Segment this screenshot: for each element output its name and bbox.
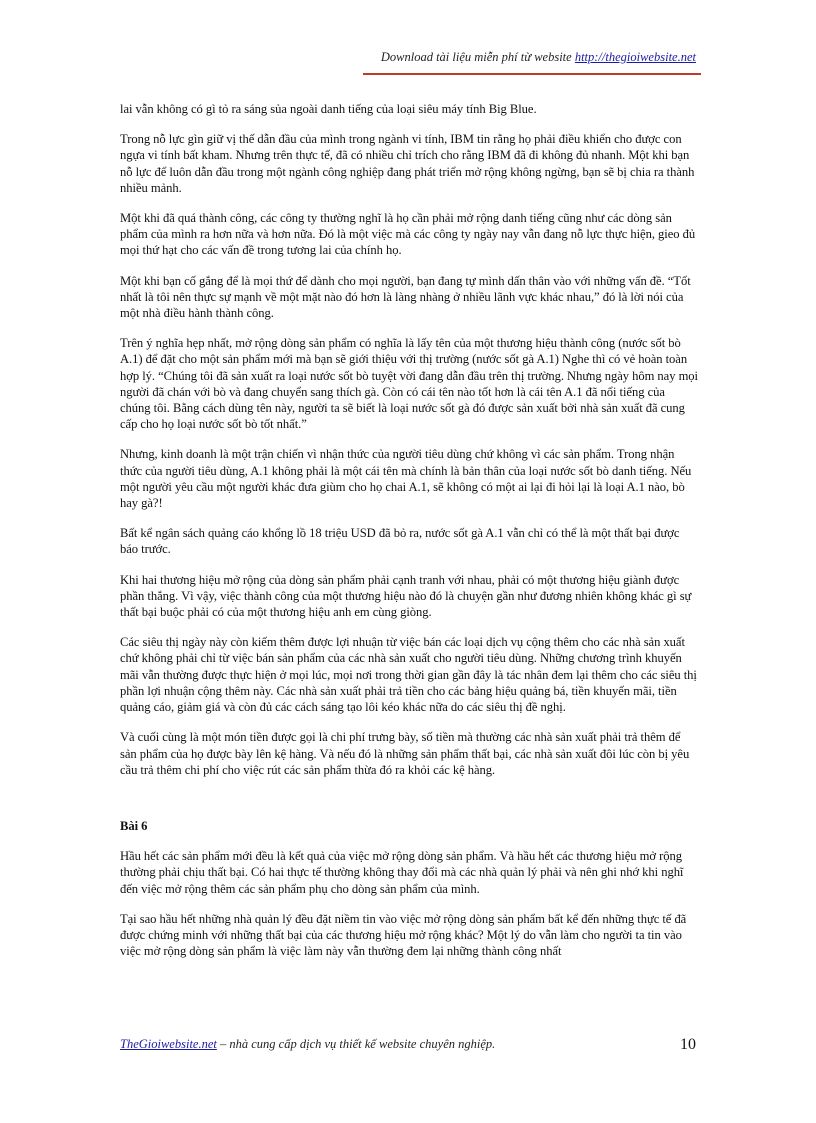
paragraph: Một khi đã quá thành công, các công ty thường nghĩ là họ cần phải mở rộng danh tiếng cũng như các dòng sản phẩm của mình ra hơn nữa và hơn nữa. Đó là một việc mà các công ty ngày nay vẫn đang nỗ lực thực hiện, gieo đủ mọi thứ hạt cho các vấn đề trong tương lai của chính họ. [120,211,696,258]
paragraph: lai vẫn không có gì tỏ ra sáng sủa ngoài danh tiếng của loại siêu máy tính Big Blue. [120,102,537,116]
paragraph: Một khi bạn cố gắng để là mọi thứ để dành cho mọi người, bạn đang tự mình dấn thân vào với những vấn đề. “Tốt nhất là tôi nên thực sự mạnh về một mặt nào đó hơn là làng nhàng ở nhiều lãnh vực khác nhau,” đó là lời nói của một nhà điều hành thành công. [120,273,691,321]
paragraph: Khi hai thương hiệu mở rộng của dòng sản phẩm phải cạnh tranh với nhau, phải có một thương hiệu giành được phần thắng. Vì vậy, việc thành công của một thương hiệu nào đó là chuyện gần như đương nhiên không khác gì sự thất bại buộc phải có của một thương hiệu anh em cùng giòng. [120,572,692,620]
header-prefix: Download tài liệu miễn phí từ website [380,50,575,64]
section-heading: Bài 6 [120,818,148,833]
paragraph: Bất kể ngân sách quảng cáo khổng lồ 18 triệu USD đã bỏ ra, nước sốt gà A.1 vẫn chỉ có thể là một thất bại được báo trước. [120,526,680,557]
paragraph: Trên ý nghĩa hẹp nhất, mở rộng dòng sản phẩm có nghĩa là lấy tên của một thương hiệu thành công (nước sốt bò A.1) để đặt cho một sản phẩm mới mà bạn sẽ giới thiệu với thị trường (nước sốt gà A.1) Nghe thì có vẻ hoàn toàn hợp lý. “Chúng tôi đã sản xuất ra loại nước sốt bò tuyệt vời đang dẫn đầu trên thị trường. Nhưng ngày hôm nay mọi người đã chán với bò và đang chuyển sang thích gà. Còn có cái tên nào tốt hơn là cái tên A.1 đã nổi tiếng của chúng tôi. Bằng cách dùng tên này, người ta sẽ biết là loại nước sốt gà đó được sản xuất bởi nhà sản xuất đã cung cấp cho họ loại nước sốt bò tốt nhất.” [120,336,699,432]
page-footer [120,1037,698,1052]
page-header [381,50,696,65]
header-link[interactable]: http://thegioiwebsite.net [574,50,696,64]
paragraph: Các siêu thị ngày này còn kiếm thêm được lợi nhuận từ việc bán các loại dịch vụ cộng thêm cho các nhà sản xuất chứ không phải chỉ từ việc bán sản phẩm của các nhà sản xuất cho người tiêu dùng. Những chương trình khuyến mãi vẫn thường được thực hiện ở mọi lúc, mọi nơi trong thời gian gần đây là tác nhân đem lại thêm cho các siêu thị phần lợi nhuận cộng thêm này. Các nhà sản xuất phải trả tiền cho các bảng hiệu quảng bá, tiền khuyến mãi, tiền quảng cáo, giảm giá và còn đủ các cách sáng tạo lôi kéo khác nữa do các siêu thị đề nghị. [120,635,697,715]
paragraph: Trong nỗ lực gìn giữ vị thế dẫn đầu của mình trong ngành vi tính, IBM tin rằng họ phải điều khiển cho được con ngựa vi tính bất kham. Nhưng trên thực tế, đã có nhiều chỉ trích cho rằng IBM đã đi không đủ nhanh. Một khi bạn nỗ lực để luôn dẫn đầu trong một ngành công nghiệp đang phát triển mở rộng không ngừng, bạn sẽ bị chia ra thành nhiều mảnh. [120,132,695,195]
footer-link[interactable]: TheGioiwebsite.net [120,1037,217,1051]
paragraph: Nhưng, kinh doanh là một trận chiến vì nhận thức của người tiêu dùng chứ không vì các sản phẩm. Trong nhận thức của người tiêu dùng, A.1 không phải là một cái tên mà chính là bản thân của loại nước sốt bò danh tiếng. Nếu một người yêu cầu một người khác đưa giùm cho họ chai A.1, sẽ không có một ai lại đi hỏi lại là loại A.1 nào, bò hay gà?! [120,447,692,511]
page-number: 10 [680,1036,696,1053]
paragraph: Tại sao hầu hết những nhà quản lý đều đặt niềm tin vào việc mở rộng dòng sản phẩm bất kể đến những thực tế đã được chứng minh với những thất bại của các thương hiệu mở rộng khác? Một lý do vẫn làm cho người ta tin vào việc mở rộng dòng sản phẩm là việc làm này vẫn thường đem lại những thành công nhất [120,911,687,959]
document-body [120,101,698,973]
paragraph: Và cuối cùng là một món tiền được gọi là chi phí trưng bày, số tiền mà thường các nhà sản xuất phải trả thêm để sản phẩm của họ được bày lên kệ hàng. Và nếu đó là những sản phẩm thất bại, các nhà sản xuất đôi lúc còn bị yêu cầu trả thêm chi phí cho việc rút các sản phẩm thừa đó ra khỏi các kệ hàng. [120,730,690,777]
header-rule [363,73,701,75]
footer-suffix: – nhà cung cấp dịch vụ thiết kế website chuyên nghiệp. [216,1037,496,1051]
paragraph: Hầu hết các sản phẩm mới đều là kết quả của việc mở rộng dòng sản phẩm. Và hầu hết các thương hiệu mở rộng thường phải chịu thất bại. Có hai thực tế thường không thay đổi mà các nhà quản lý phải và nên ghi nhớ khi nghĩ đến việc mở rộng thêm các sản phẩm phụ cho dòng sản phẩm của mình. [120,849,684,896]
